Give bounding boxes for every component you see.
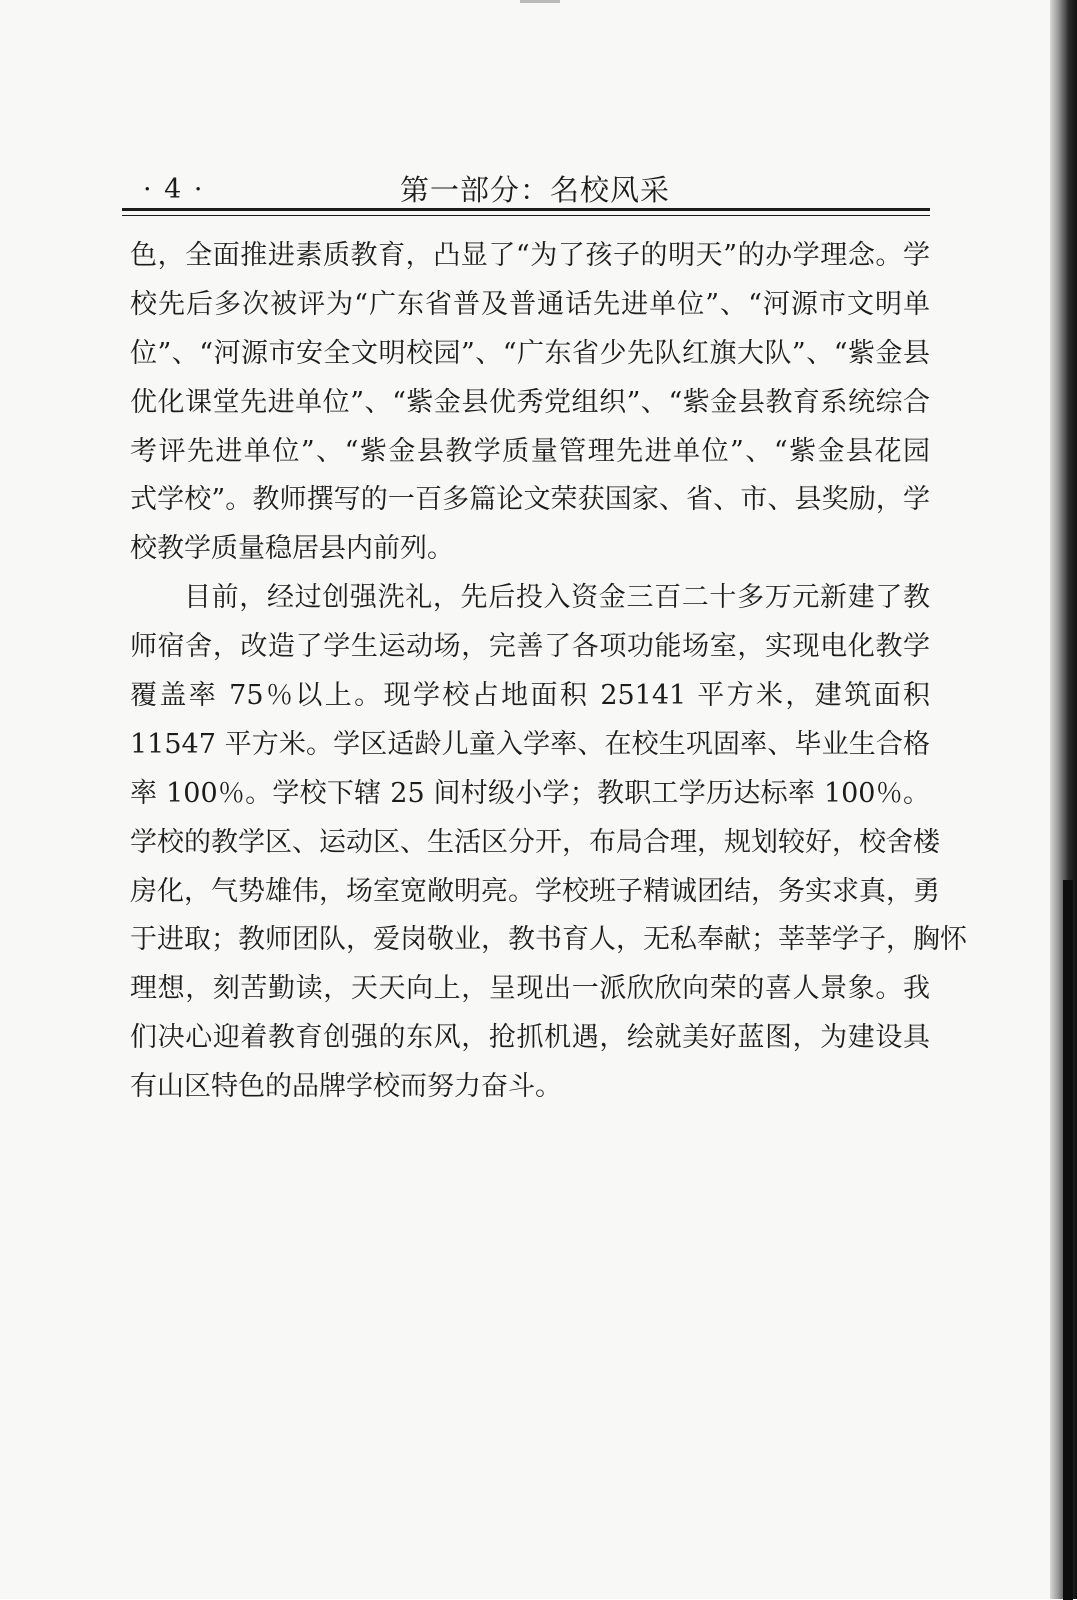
text-line: 色，全面推进素质教育，凸显了“为了孩子的明天”的办学理念。学 (130, 240, 930, 271)
text-line: 理想，刻苦勤读，天天向上，呈现出一派欣欣向荣的喜人景象。我 (130, 973, 930, 1005)
text-line: 考评先进单位”、“紫金县教学质量管理先进单位”、“紫金县花园 (130, 435, 930, 467)
body-text (130, 232, 967, 1112)
text-line: 式学校”。教师撰写的一百多篇论文荣获国家、省、市、县奖励，学 (130, 484, 930, 516)
text-line: 学校的教学区、运动区、生活区分开，布局合理，规划较好，校舍楼 (130, 826, 940, 858)
text-line: 率 100％。学校下辖 25 间村级小学；教职工学历达标率 100％。 (130, 777, 930, 809)
text-line: 于进取；教师团队，爱岗敬业，教书育人，无私奉献；莘莘学子，胸怀 (130, 924, 967, 956)
text-line: 位”、“河源市安全文明校园”、“广东省少先队红旗大队”、“紫金县 (130, 337, 930, 369)
page-edge-dark (1063, 880, 1073, 1600)
text-line: 目前，经过创强洗礼，先后投入资金三百二十多万元新建了教 (184, 582, 930, 614)
scan-speck (520, 0, 560, 3)
text-line: 师宿舍，改造了学生运动场，完善了各项功能场室，实现电化教学 (130, 631, 930, 663)
text-line: 房化，气势雄伟，场室宽敞明亮。学校班子精诚团结，务实求真，勇 (130, 875, 940, 907)
page-header (125, 168, 930, 208)
header-rule-thick (122, 208, 930, 211)
text-line: 校先后多次被评为“广东省普及普通话先进单位”、“河源市文明单 (130, 288, 930, 320)
running-title: 第一部分：名校风采 (400, 173, 671, 207)
text-line: 有山区特色的品牌学校而努力奋斗。 (130, 1071, 562, 1103)
header-rule-thin (122, 215, 930, 216)
text-line: 们决心迎着教育创强的东风，抢抓机遇，绘就美好蓝图，为建设具 (130, 1022, 930, 1054)
text-line: 优化课堂先进单位”、“紫金县优秀党组织”、“紫金县教育系统综合 (130, 386, 930, 418)
text-line: 覆盖率 75％以上。现学校占地面积 25141 平方米，建筑面积 (130, 680, 930, 712)
text-line: 11547 平方米。学区适龄儿童入学率、在校生巩固率、毕业生合格 (130, 728, 930, 760)
text-line: 校教学质量稳居县内前列。 (130, 533, 454, 565)
page-number: · 4 · (143, 174, 205, 205)
